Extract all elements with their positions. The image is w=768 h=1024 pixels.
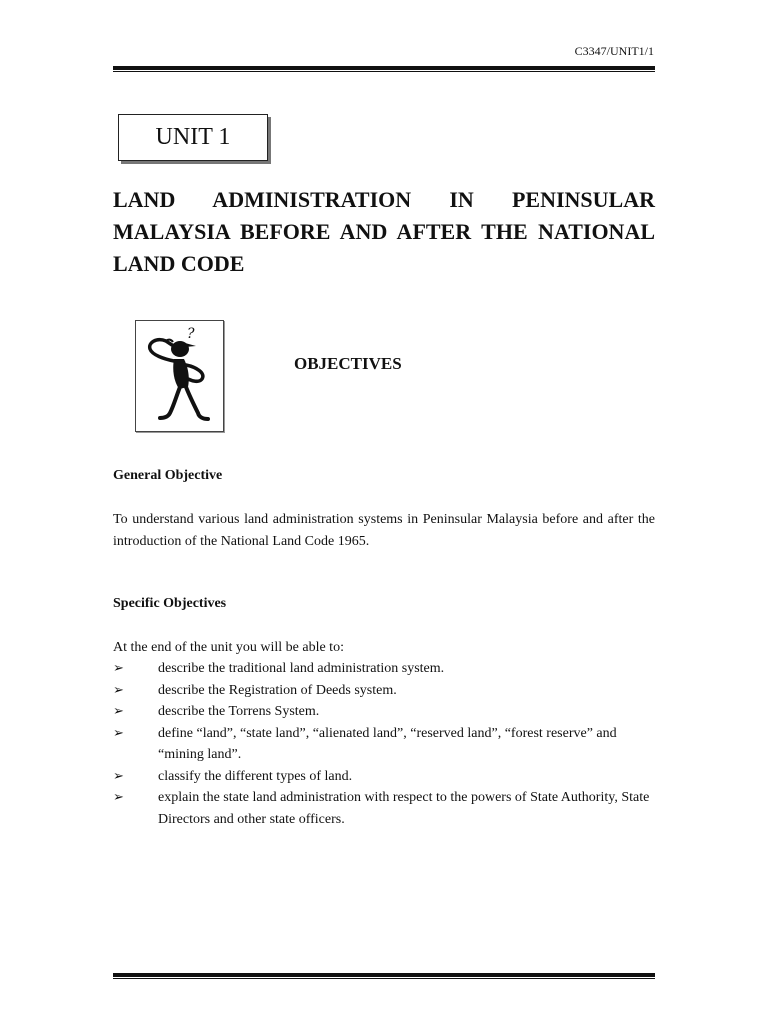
arrow-bullet-icon: ➢ <box>113 661 124 676</box>
footer-rule <box>113 973 655 979</box>
unit-label-box <box>118 114 268 161</box>
list-item <box>113 766 655 788</box>
list-item-text: explain the state land administration with respect to the powers of State Authority, State Directors and other state officers. <box>158 790 650 827</box>
list-item-text: classify the different types of land. <box>158 768 353 784</box>
arrow-bullet-icon: ➢ <box>113 790 124 805</box>
unit-title <box>113 184 655 280</box>
specific-objectives-intro: At the end of the unit you will be able to: <box>113 640 344 655</box>
unit-label: UNIT 1 <box>155 124 231 150</box>
list-item <box>113 701 655 723</box>
list-item <box>113 787 655 830</box>
arrow-bullet-icon: ➢ <box>113 725 124 741</box>
unit-title-line-2: MALAYSIA BEFORE AND AFTER THE NATIONAL <box>113 219 655 244</box>
list-item-text: describe the Registration of Deeds system. <box>158 682 397 698</box>
list-item-text: define “land”, “state land”, “alienated land”, “reserved land”, “forest reserve” and “mining land”. <box>158 725 617 762</box>
unit-title-line-3: LAND CODE <box>113 251 245 276</box>
thinking-person-icon <box>136 321 223 431</box>
list-item <box>113 680 655 702</box>
general-objective-text: To understand various land administration systems in Peninsular Malaysia before and after the introduction of the National Land Code 1965. <box>113 512 655 549</box>
thinking-person-figure <box>135 320 224 432</box>
header-rule <box>113 66 655 72</box>
specific-objectives-list <box>113 658 655 830</box>
page-code: C3347/UNIT1/1 <box>574 44 654 58</box>
question-mark: ? <box>187 326 195 342</box>
arrow-bullet-icon: ➢ <box>113 682 124 698</box>
objectives-heading: OBJECTIVES <box>294 354 402 373</box>
general-objective-heading: General Objective <box>113 468 223 483</box>
arrow-bullet-icon: ➢ <box>113 768 124 784</box>
list-item <box>113 658 655 680</box>
list-item-text: describe the traditional land administration system. <box>158 661 445 676</box>
list-item-text: describe the Torrens System. <box>158 704 320 719</box>
arrow-bullet-icon: ➢ <box>113 704 124 719</box>
unit-title-line-1: LAND ADMINISTRATION IN PENINSULAR <box>113 187 655 212</box>
list-item <box>113 723 655 766</box>
specific-objectives-heading: Specific Objectives <box>113 596 227 611</box>
